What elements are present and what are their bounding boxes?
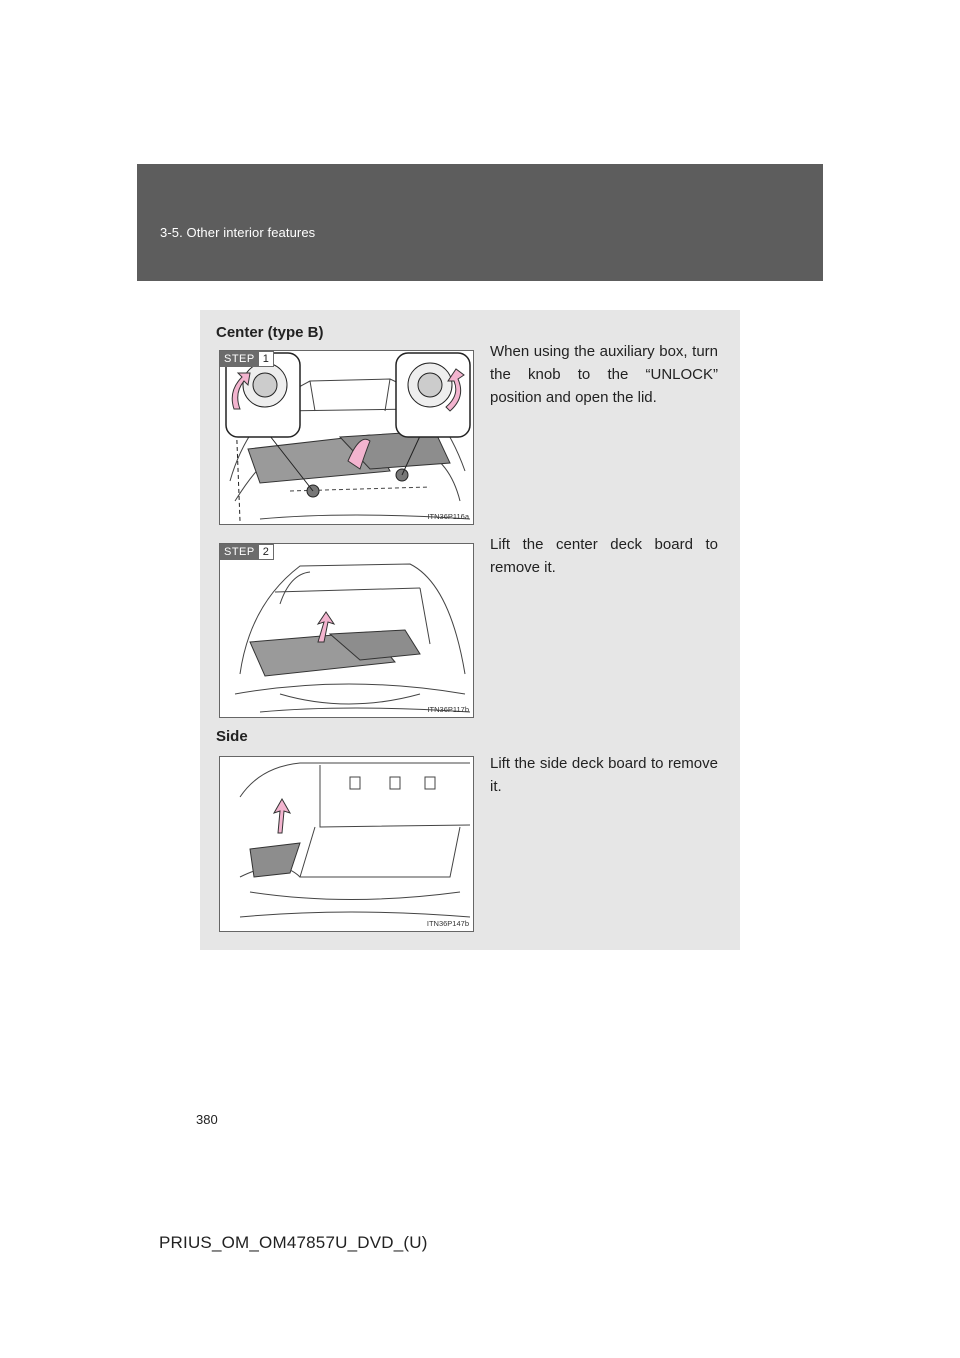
side-figure bbox=[219, 756, 474, 932]
section-header bbox=[137, 164, 823, 281]
step1-badge bbox=[220, 351, 274, 367]
center-type-b-heading: Center (type B) bbox=[216, 324, 324, 341]
figure-code: ITN36P117b bbox=[427, 705, 469, 714]
step-label: STEP bbox=[220, 544, 259, 560]
document-id: PRIUS_OM_OM47857U_DVD_(U) bbox=[159, 1233, 428, 1252]
content-panel bbox=[200, 310, 740, 950]
step-label: STEP bbox=[220, 351, 259, 367]
deck-board-illustration bbox=[220, 544, 474, 718]
step-number: 2 bbox=[259, 544, 274, 560]
figure-code: ITN36P147b bbox=[426, 919, 469, 928]
section-title: 3-5. Other interior features bbox=[160, 225, 316, 240]
side-heading: Side bbox=[216, 728, 248, 745]
step2-figure bbox=[219, 543, 474, 718]
trunk-knob-illustration bbox=[220, 351, 474, 525]
step2-text: Lift the center deck board to remove it. bbox=[490, 536, 718, 576]
step2-badge bbox=[220, 544, 274, 560]
page-number: 380 bbox=[196, 1112, 218, 1127]
step1-text: When using the auxiliary box, turn the knob to the “UNLOCK” position and open the lid. bbox=[490, 343, 718, 406]
step-number: 1 bbox=[259, 351, 274, 367]
figure-code: ITN36P116a bbox=[427, 512, 469, 521]
side-text: Lift the side deck board to remove it. bbox=[490, 755, 718, 795]
side-deck-illustration bbox=[220, 757, 474, 932]
step1-figure bbox=[219, 350, 474, 525]
